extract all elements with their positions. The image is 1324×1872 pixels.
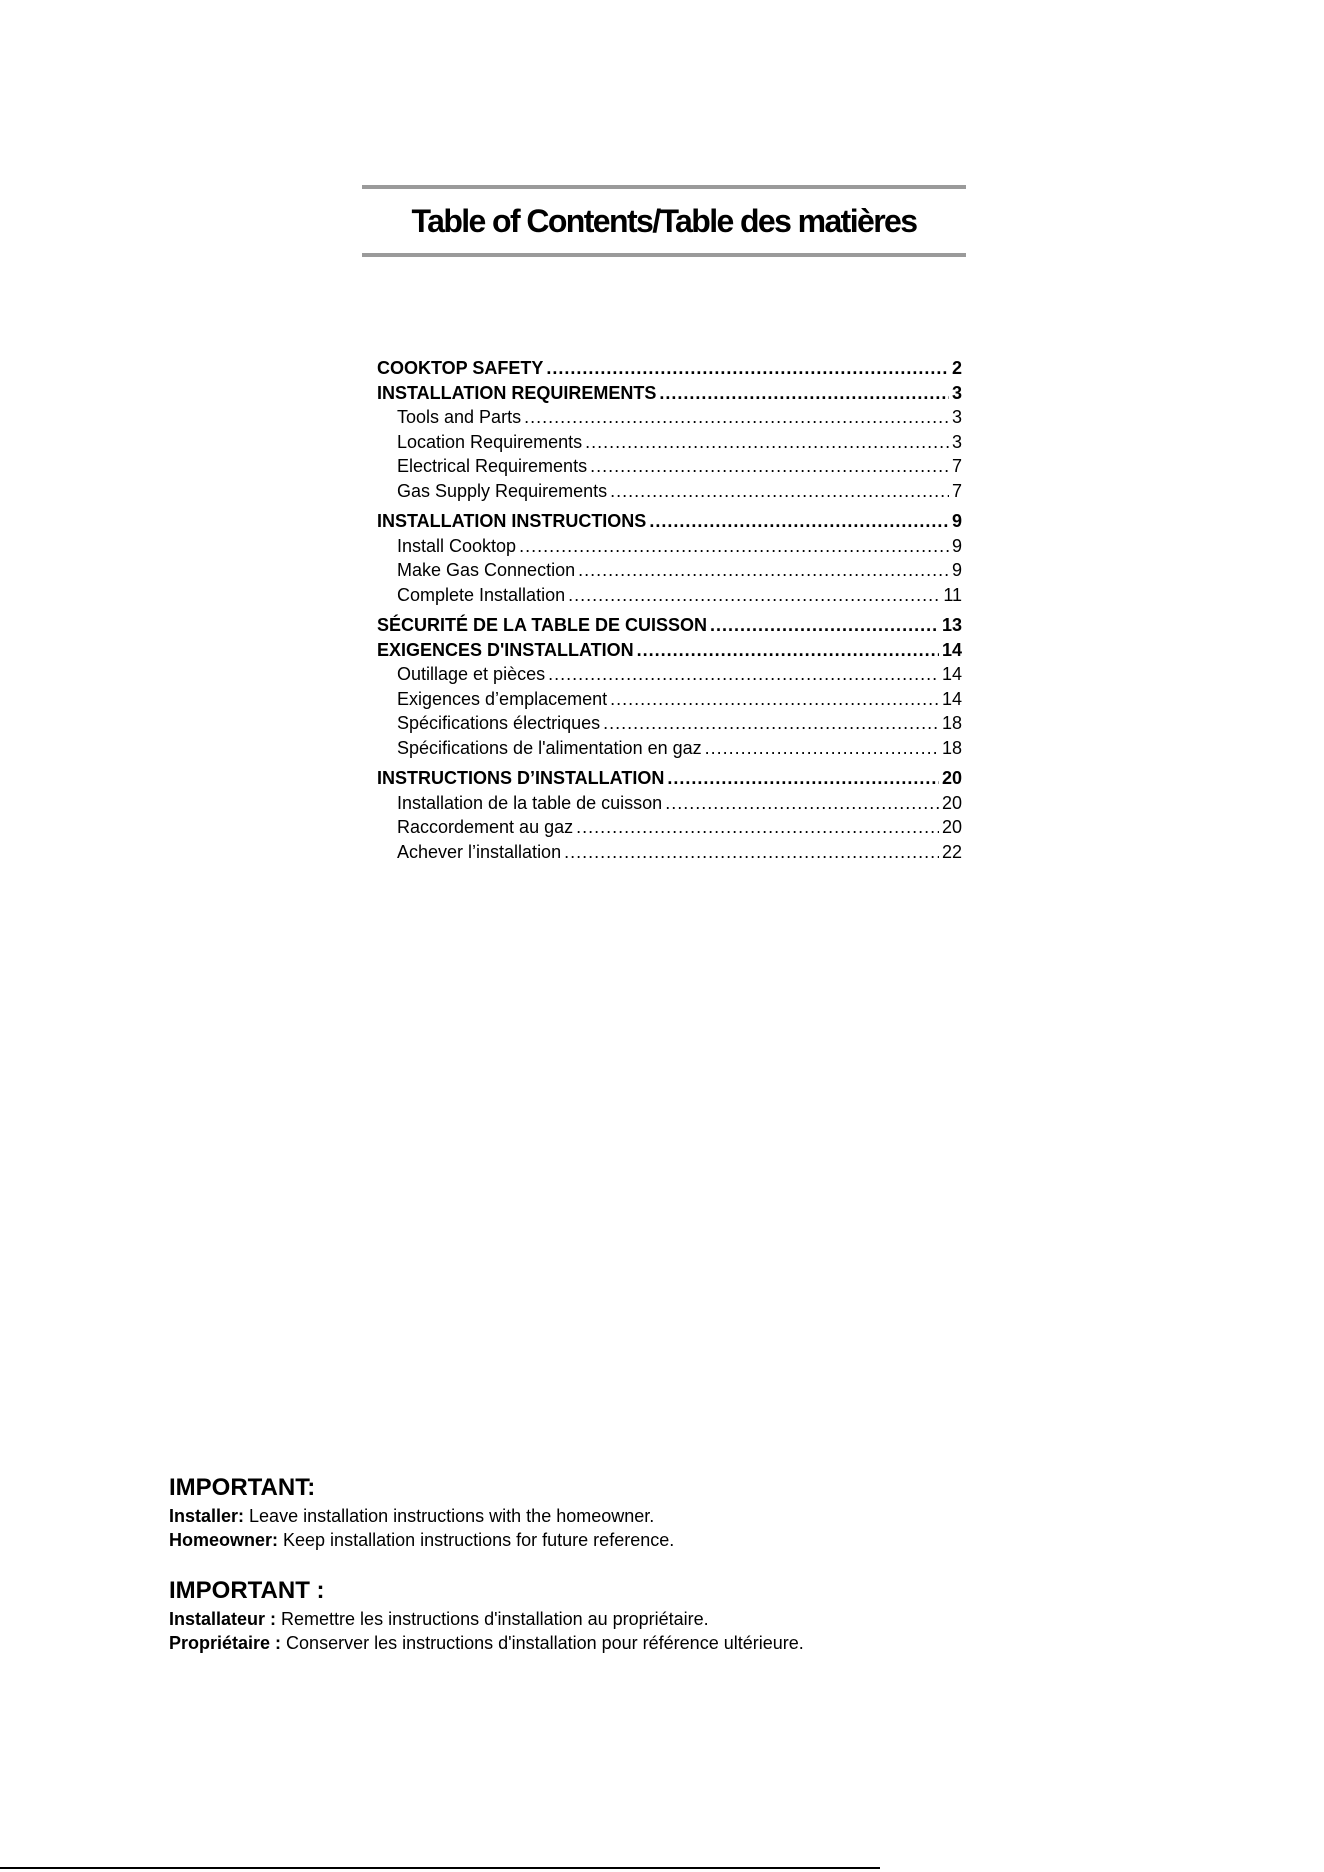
toc-subsection-entry[interactable] bbox=[377, 454, 962, 479]
toc-entry-label: SÉCURITÉ DE LA TABLE DE CUISSON bbox=[377, 615, 708, 635]
homeowner-label: Homeowner: bbox=[169, 1530, 279, 1550]
toc-entry-page: 18 bbox=[941, 737, 962, 758]
toc-entry-label: Outillage et pièces bbox=[397, 664, 546, 684]
page-title: Table of Contents/Table des matières bbox=[411, 202, 917, 239]
toc-entry-label: Exigences d’emplacement bbox=[397, 688, 608, 709]
toc-entry-page: 7 bbox=[951, 480, 962, 501]
toc-section-entry[interactable] bbox=[377, 381, 962, 406]
toc-entry-page: 13 bbox=[941, 615, 962, 635]
toc-dot-leader bbox=[546, 356, 949, 381]
toc-section-entry[interactable] bbox=[377, 509, 962, 534]
toc-entry-page: 3 bbox=[951, 431, 962, 452]
homeowner-label: Propriétaire : bbox=[169, 1633, 282, 1653]
toc-subsection-entry[interactable] bbox=[377, 662, 962, 687]
toc-subsection-entry[interactable] bbox=[377, 430, 962, 455]
homeowner-line bbox=[169, 1631, 804, 1655]
notice-heading: IMPORTANT: bbox=[169, 1474, 316, 1501]
toc-dot-leader bbox=[519, 534, 949, 559]
toc-entry-page: 20 bbox=[941, 768, 962, 788]
toc-dot-leader bbox=[524, 405, 949, 430]
homeowner-text: Keep installation instructions for future reference. bbox=[278, 1530, 675, 1550]
toc-subsection-entry[interactable] bbox=[377, 534, 962, 559]
toc-entry-label: Complete Installation bbox=[397, 584, 566, 605]
toc-entry-page: 14 bbox=[941, 639, 962, 660]
toc-subsection-entry[interactable] bbox=[377, 815, 962, 840]
toc-dot-leader bbox=[576, 815, 939, 840]
toc-entry-label: INSTALLATION INSTRUCTIONS bbox=[377, 511, 647, 531]
toc-entry-page: 9 bbox=[951, 535, 962, 556]
toc-entry-label: Electrical Requirements bbox=[397, 456, 588, 476]
toc-dot-leader bbox=[610, 687, 939, 712]
homeowner-text: Conserver les instructions d'installation pour référence ultérieure. bbox=[281, 1633, 804, 1653]
toc-subsection-entry[interactable] bbox=[377, 405, 962, 430]
toc-entry-page: 11 bbox=[943, 584, 962, 605]
toc-section-entry[interactable] bbox=[377, 638, 962, 663]
toc-entry-page: 20 bbox=[941, 792, 962, 813]
toc-entry-page: 2 bbox=[951, 358, 962, 378]
toc-entry-page: 9 bbox=[951, 560, 962, 580]
installer-label: Installer: bbox=[169, 1506, 245, 1526]
installer-line bbox=[169, 1504, 674, 1528]
toc-section-entry[interactable] bbox=[377, 766, 962, 791]
toc-entry-label: COOKTOP SAFETY bbox=[377, 358, 544, 378]
toc-section-entry[interactable] bbox=[377, 356, 962, 381]
toc-dot-leader bbox=[659, 381, 949, 406]
toc-dot-leader bbox=[637, 638, 939, 663]
toc-entry-label: Raccordement au gaz bbox=[397, 817, 574, 837]
toc-entry-label: Location Requirements bbox=[397, 431, 583, 452]
toc-subsection-entry[interactable] bbox=[377, 736, 962, 761]
toc-entry-page: 20 bbox=[941, 817, 962, 837]
toc-entry-page: 14 bbox=[941, 688, 962, 709]
installer-text: Leave installation instructions with the homeowner. bbox=[244, 1506, 655, 1526]
toc-entry-label: EXIGENCES D'INSTALLATION bbox=[377, 639, 634, 660]
notice-french bbox=[169, 1577, 804, 1655]
toc-entry-label: Install Cooktop bbox=[397, 535, 517, 556]
toc-dot-leader bbox=[568, 583, 940, 608]
installer-text: Remettre les instructions d'installation au propriétaire. bbox=[276, 1609, 709, 1629]
toc-dot-leader bbox=[585, 430, 949, 455]
toc-section-entry[interactable] bbox=[377, 613, 962, 638]
toc-entry-label: INSTALLATION REQUIREMENTS bbox=[377, 382, 657, 403]
toc-entry-label: Installation de la table de cuisson bbox=[397, 792, 663, 813]
toc-entry-page: 14 bbox=[941, 664, 962, 684]
toc-entry-label: Achever l’installation bbox=[397, 841, 562, 862]
toc-dot-leader bbox=[665, 791, 939, 816]
toc-subsection-entry[interactable] bbox=[377, 791, 962, 816]
toc-dot-leader bbox=[667, 766, 939, 791]
toc-entry-page: 7 bbox=[951, 456, 962, 476]
toc-subsection-entry[interactable] bbox=[377, 558, 962, 583]
installer-label: Installateur : bbox=[169, 1609, 277, 1629]
toc-dot-leader bbox=[610, 479, 949, 504]
toc-entry-page: 3 bbox=[951, 407, 962, 427]
toc-subsection-entry[interactable] bbox=[377, 583, 962, 608]
table-of-contents bbox=[377, 356, 962, 864]
toc-subsection-entry[interactable] bbox=[377, 840, 962, 865]
toc-entry-label: INSTRUCTIONS D’INSTALLATION bbox=[377, 768, 665, 788]
toc-entry-page: 22 bbox=[941, 841, 962, 862]
toc-dot-leader bbox=[578, 558, 949, 583]
toc-title-block bbox=[362, 185, 966, 257]
toc-dot-leader bbox=[649, 509, 949, 534]
notice-heading: IMPORTANT : bbox=[169, 1577, 325, 1604]
toc-entry-label: Spécifications électriques bbox=[397, 713, 601, 733]
installer-line bbox=[169, 1607, 804, 1631]
homeowner-line bbox=[169, 1528, 674, 1552]
toc-entry-page: 9 bbox=[951, 511, 962, 531]
toc-entry-page: 18 bbox=[941, 713, 962, 733]
toc-dot-leader bbox=[710, 613, 939, 638]
toc-entry-label: Gas Supply Requirements bbox=[397, 480, 608, 501]
toc-dot-leader bbox=[548, 662, 939, 687]
toc-entry-label: Make Gas Connection bbox=[397, 560, 576, 580]
footer-divider bbox=[0, 1867, 880, 1869]
toc-subsection-entry[interactable] bbox=[377, 711, 962, 736]
toc-subsection-entry[interactable] bbox=[377, 479, 962, 504]
toc-subsection-entry[interactable] bbox=[377, 687, 962, 712]
notice-english bbox=[169, 1474, 674, 1552]
toc-dot-leader bbox=[590, 454, 949, 479]
toc-entry-label: Tools and Parts bbox=[397, 407, 522, 427]
toc-dot-leader bbox=[564, 840, 939, 865]
toc-entry-page: 3 bbox=[951, 382, 962, 403]
toc-entry-label: Spécifications de l'alimentation en gaz bbox=[397, 737, 702, 758]
toc-dot-leader bbox=[705, 736, 939, 761]
toc-dot-leader bbox=[603, 711, 939, 736]
